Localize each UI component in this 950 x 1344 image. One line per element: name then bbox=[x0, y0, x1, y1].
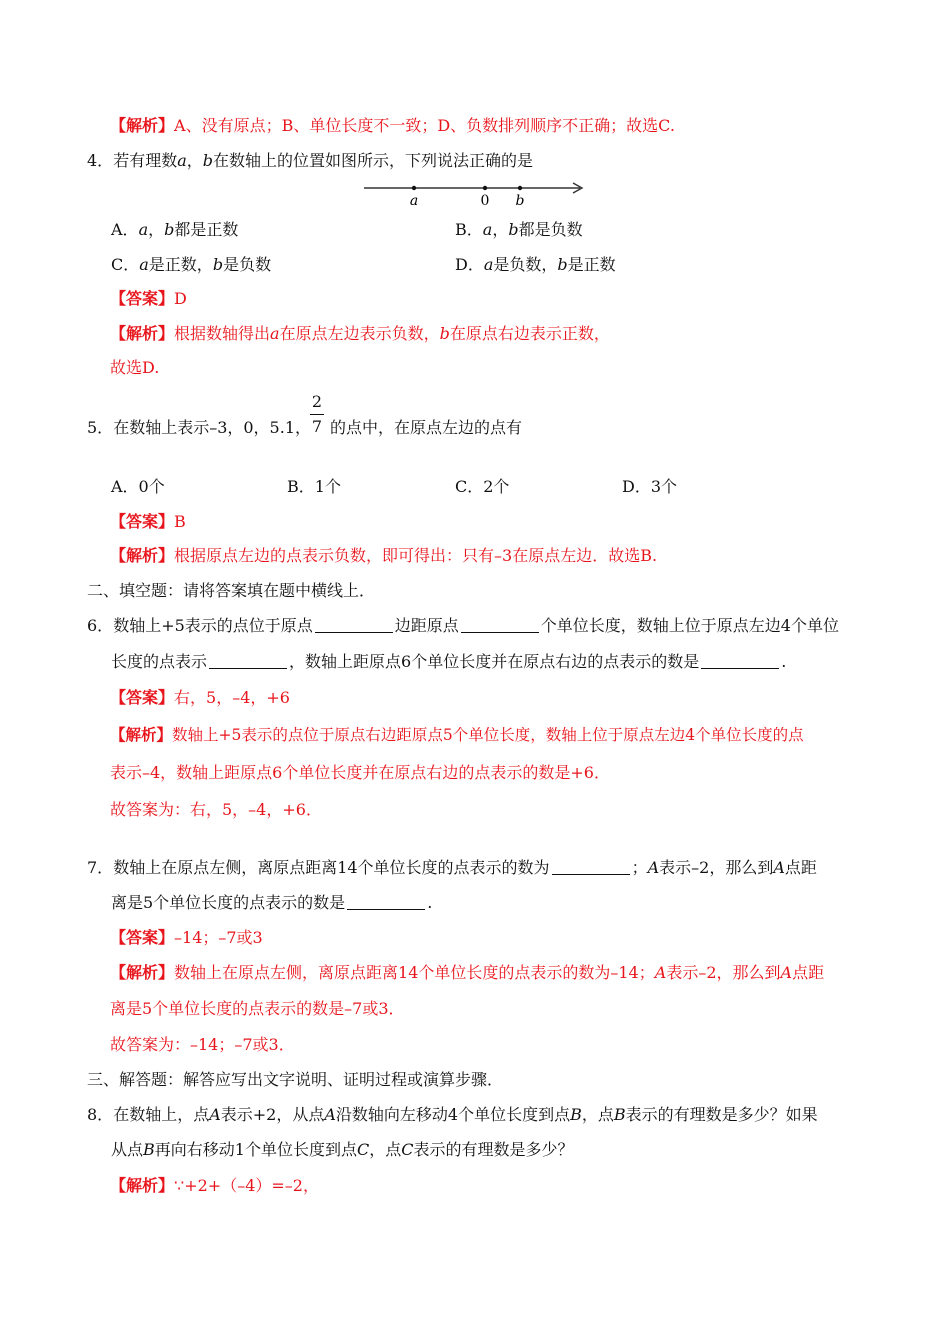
section-three-title: 三、解答题：解答应写出文字说明、证明过程或演算步骤． bbox=[87, 1070, 504, 1089]
q5-option-a: A．0个 bbox=[111, 477, 165, 496]
label-zero: 0 bbox=[480, 193, 490, 209]
q7-analysis-line2: 离是5个单位长度的点表示的数是–7或3． bbox=[110, 999, 405, 1018]
stem-text: 表示的有理数是多少？如果 bbox=[625, 1105, 818, 1124]
q7-line1 bbox=[87, 857, 817, 879]
var-b: b bbox=[212, 255, 224, 274]
var-a: a bbox=[483, 255, 494, 274]
var-a: a bbox=[138, 220, 149, 239]
var-a: a bbox=[270, 324, 280, 343]
point-a bbox=[412, 186, 416, 190]
question-number: 7． bbox=[87, 858, 114, 877]
number-line-figure bbox=[360, 176, 592, 210]
question-number: 5． bbox=[87, 418, 114, 437]
q4-option-c bbox=[111, 254, 271, 276]
var-b: b bbox=[439, 324, 450, 343]
q8-line2 bbox=[111, 1139, 574, 1161]
option-text: 是负数， bbox=[493, 255, 558, 274]
analysis-text: ∵+2+（–4）=–2， bbox=[174, 1176, 319, 1195]
q6-analysis-line3: 故答案为：右，5，–4，+6． bbox=[110, 800, 322, 819]
question-number: 6． bbox=[87, 616, 114, 635]
q4-analysis bbox=[110, 323, 610, 345]
sep: ， bbox=[148, 220, 165, 239]
q6-line1 bbox=[87, 615, 839, 637]
var-A: A bbox=[654, 963, 667, 982]
point-zero bbox=[483, 186, 487, 190]
analysis-text: 根据数轴得出 bbox=[174, 324, 271, 343]
var-A: A bbox=[209, 1105, 221, 1124]
q3-analysis bbox=[110, 115, 675, 137]
stem-text: 在数轴上，点 bbox=[113, 1105, 210, 1124]
blank-line bbox=[552, 858, 630, 875]
label-a: a bbox=[409, 193, 419, 209]
stem-text: 再向右移动1个单位长度到点 bbox=[154, 1140, 357, 1159]
stem-text: 离是5个单位长度的点表示的数是 bbox=[111, 893, 346, 912]
analysis-tag: 【解析】 bbox=[110, 324, 175, 343]
stem-text: 在数轴上的位置如图所示，下列说法正确的是 bbox=[213, 151, 534, 170]
var-B: B bbox=[143, 1140, 155, 1159]
blank-line bbox=[347, 893, 425, 910]
analysis-tag: 【解析】 bbox=[110, 116, 175, 135]
var-C: C bbox=[401, 1140, 414, 1159]
analysis-text: 数轴上在原点左侧，离原点距离14个单位长度的点表示的数为–14； bbox=[174, 963, 655, 982]
stem-text: . bbox=[427, 893, 433, 912]
blank-line bbox=[701, 652, 779, 669]
option-text: 都是正数 bbox=[174, 220, 239, 239]
stem-text: 数轴上+5表示的点位于原点 bbox=[113, 616, 313, 635]
stem-text: ，点 bbox=[369, 1140, 402, 1159]
var-b: b bbox=[164, 220, 175, 239]
q4-stem bbox=[87, 150, 533, 172]
stem-text: 表示的有理数是多少？ bbox=[413, 1140, 574, 1159]
stem-text: . bbox=[781, 652, 787, 671]
q5-answer bbox=[110, 511, 186, 533]
q4-option-d bbox=[455, 254, 616, 276]
stem-text: ； bbox=[631, 858, 648, 877]
stem-text: ，数轴上距原点6个单位长度并在原点右边的点表示的数是 bbox=[289, 652, 700, 671]
var-B: B bbox=[570, 1105, 582, 1124]
answer-text: B bbox=[174, 512, 186, 531]
stem-text: 若有理数 bbox=[113, 151, 178, 170]
q5-stem-b: 的点中，在原点左边的点有 bbox=[330, 418, 523, 437]
q5-option-b: B．1个 bbox=[287, 477, 341, 496]
analysis-tag: 【解析】 bbox=[110, 546, 175, 565]
analysis-text: 根据原点左边的点表示负数，即可得出：只有–3在原点左边．故选B. bbox=[174, 546, 658, 565]
stem-text: 个单位长度，数轴上位于原点左边4个单位 bbox=[540, 616, 839, 635]
q6-line2 bbox=[111, 651, 786, 673]
var-b: b bbox=[202, 151, 214, 170]
q8-analysis bbox=[110, 1175, 319, 1197]
var-a: a bbox=[177, 151, 187, 170]
fraction-bar bbox=[310, 414, 324, 415]
analysis-text: 在原点左边表示负数， bbox=[279, 324, 440, 343]
fraction-denominator: 7 bbox=[311, 417, 323, 436]
q7-analysis-line1 bbox=[110, 962, 824, 984]
answer-text: –14；–7或3 bbox=[174, 928, 263, 947]
answer-tag: 【答案】 bbox=[110, 928, 175, 947]
q6-answer bbox=[110, 687, 290, 709]
var-b: b bbox=[557, 255, 568, 274]
var-A: A bbox=[780, 963, 793, 982]
q4-analysis-line2: 故选D. bbox=[110, 358, 160, 377]
q8-line1 bbox=[87, 1104, 818, 1126]
var-A: A bbox=[324, 1105, 336, 1124]
stem-text: 沿数轴向左移动4个单位长度到点 bbox=[335, 1105, 571, 1124]
var-a: a bbox=[482, 220, 493, 239]
sep: ， bbox=[186, 151, 203, 170]
option-label: B． bbox=[455, 220, 483, 239]
fraction-two-sevenths bbox=[306, 392, 328, 437]
var-C: C bbox=[356, 1140, 370, 1159]
answer-tag: 【答案】 bbox=[110, 289, 175, 308]
stem-text: 表示–2，那么到 bbox=[659, 858, 774, 877]
stem-text: 边距原点 bbox=[394, 616, 459, 635]
q4-option-a bbox=[111, 219, 238, 241]
analysis-text: 表示–2，那么到 bbox=[666, 963, 781, 982]
stem-text: 长度的点表示 bbox=[111, 652, 208, 671]
sep: ， bbox=[492, 220, 509, 239]
option-text: 都是负数 bbox=[518, 220, 583, 239]
var-A: A bbox=[773, 858, 785, 877]
q5-option-c: C．2个 bbox=[455, 477, 510, 496]
q5-option-d: D．3个 bbox=[622, 477, 678, 496]
var-b: b bbox=[508, 220, 519, 239]
q7-line2 bbox=[111, 892, 432, 914]
option-text: 是负数 bbox=[223, 255, 272, 274]
analysis-text: 在原点右边表示正数， bbox=[449, 324, 610, 343]
question-number: 8． bbox=[87, 1105, 114, 1124]
stem-text: 在数轴上表示–3，0，5.1， bbox=[113, 418, 311, 437]
label-b: b bbox=[515, 193, 525, 209]
q4-option-b bbox=[455, 219, 583, 241]
option-label: D． bbox=[455, 255, 484, 274]
q5-analysis bbox=[110, 545, 657, 567]
question-number: 4． bbox=[87, 151, 114, 170]
stem-text: 数轴上在原点左侧，离原点距离14个单位长度的点表示的数为 bbox=[113, 858, 550, 877]
q5-stem-a bbox=[87, 417, 311, 439]
q4-answer bbox=[110, 288, 187, 310]
analysis-text: 点距 bbox=[792, 963, 825, 982]
blank-line bbox=[315, 616, 393, 633]
option-label: A． bbox=[111, 220, 139, 239]
blank-line bbox=[209, 652, 287, 669]
q6-analysis-line1 bbox=[110, 724, 804, 746]
answer-text: 右，5，–4，+6 bbox=[174, 688, 290, 707]
var-A: A bbox=[647, 858, 660, 877]
option-text: 是正数 bbox=[567, 255, 616, 274]
q7-analysis-line3: 故答案为：–14；–7或3． bbox=[110, 1035, 295, 1054]
option-text: 是正数， bbox=[148, 255, 213, 274]
q7-answer bbox=[110, 927, 263, 949]
answer-text: D bbox=[174, 289, 187, 308]
stem-text: 点距 bbox=[784, 858, 817, 877]
analysis-tag: 【解析】 bbox=[110, 1176, 175, 1195]
answer-tag: 【答案】 bbox=[110, 688, 175, 707]
analysis-tag: 【解析】 bbox=[110, 725, 173, 744]
var-a: a bbox=[139, 255, 149, 274]
stem-text: 从点 bbox=[111, 1140, 144, 1159]
analysis-text: A、没有原点；B、单位长度不一致；D、负数排列顺序不正确；故选C. bbox=[174, 116, 675, 135]
var-B: B bbox=[613, 1105, 626, 1124]
stem-text: ，点 bbox=[581, 1105, 614, 1124]
blank-line bbox=[461, 616, 539, 633]
answer-tag: 【答案】 bbox=[110, 512, 175, 531]
option-label: C． bbox=[111, 255, 140, 274]
point-b bbox=[518, 186, 522, 190]
analysis-text: 数轴上+5表示的点位于原点右边距原点5个单位长度，数轴上位于原点左边4个单位长度的点 bbox=[172, 726, 804, 744]
stem-text: 表示+2，从点 bbox=[220, 1105, 325, 1124]
fraction-numerator: 2 bbox=[311, 392, 323, 411]
analysis-tag: 【解析】 bbox=[110, 963, 175, 982]
q6-analysis-line2: 表示–4，数轴上距原点6个单位长度并在原点右边的点表示的数是+6． bbox=[110, 763, 610, 782]
section-two-title: 二、填空题：请将答案填在题中横线上． bbox=[87, 581, 376, 600]
